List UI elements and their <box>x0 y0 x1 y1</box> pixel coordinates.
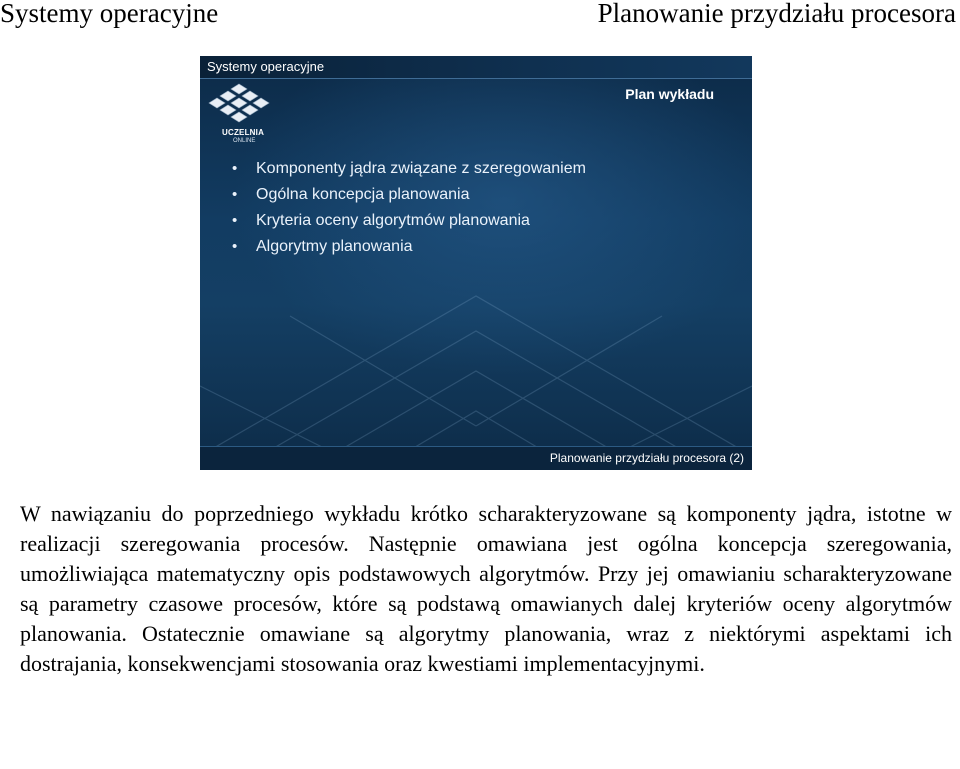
slide-bullet-list <box>232 156 586 260</box>
header-course-title: Systemy operacyjne <box>0 0 219 28</box>
description-paragraph: W nawiązaniu do poprzedniego wykładu krótko scharakteryzowane są komponenty jądra, istotne w realizacji szeregowania procesów. Następnie omawiana jest ogólna koncepcja szeregowania, umożliwiająca matematyczny opis podstawowych algorytmów. Przy jej omawianiu scharakteryzowane są parametry czasowe procesów, które są podstawą omawianych dalej kryteriów oceny algorytmów planowania. Ostatecznie omawiane są algorytmy planowania, wraz z niektórymi aspektami ich dostrajania, konsekwencjami stosowania oraz kwestiami implementacyjnymi. <box>20 501 952 676</box>
slide-footer <box>200 446 752 470</box>
list-item: • Algorytmy planowania <box>232 234 586 260</box>
logo-subtext: ONLINE <box>233 138 256 144</box>
slide-title: Plan wykładu <box>625 86 714 102</box>
logo-text: UCZELNIA <box>222 128 265 137</box>
slide-image <box>200 56 752 470</box>
list-item: • Kryteria oceny algorytmów planowania <box>232 208 586 234</box>
slide-topbar-label: Systemy operacyjne <box>207 59 325 74</box>
list-item: • Ogólna koncepcja planowania <box>232 182 586 208</box>
list-item: • Komponenty jądra związane z szeregowaniem <box>232 156 586 182</box>
slide-footer-text: Planowanie przydziału procesora (2) <box>549 451 744 465</box>
page-header <box>0 0 960 40</box>
decorative-grid <box>200 256 752 456</box>
header-lecture-title: Planowanie przydziału procesora <box>597 0 956 28</box>
slide-divider <box>200 78 752 79</box>
slide-topbar <box>200 56 752 78</box>
